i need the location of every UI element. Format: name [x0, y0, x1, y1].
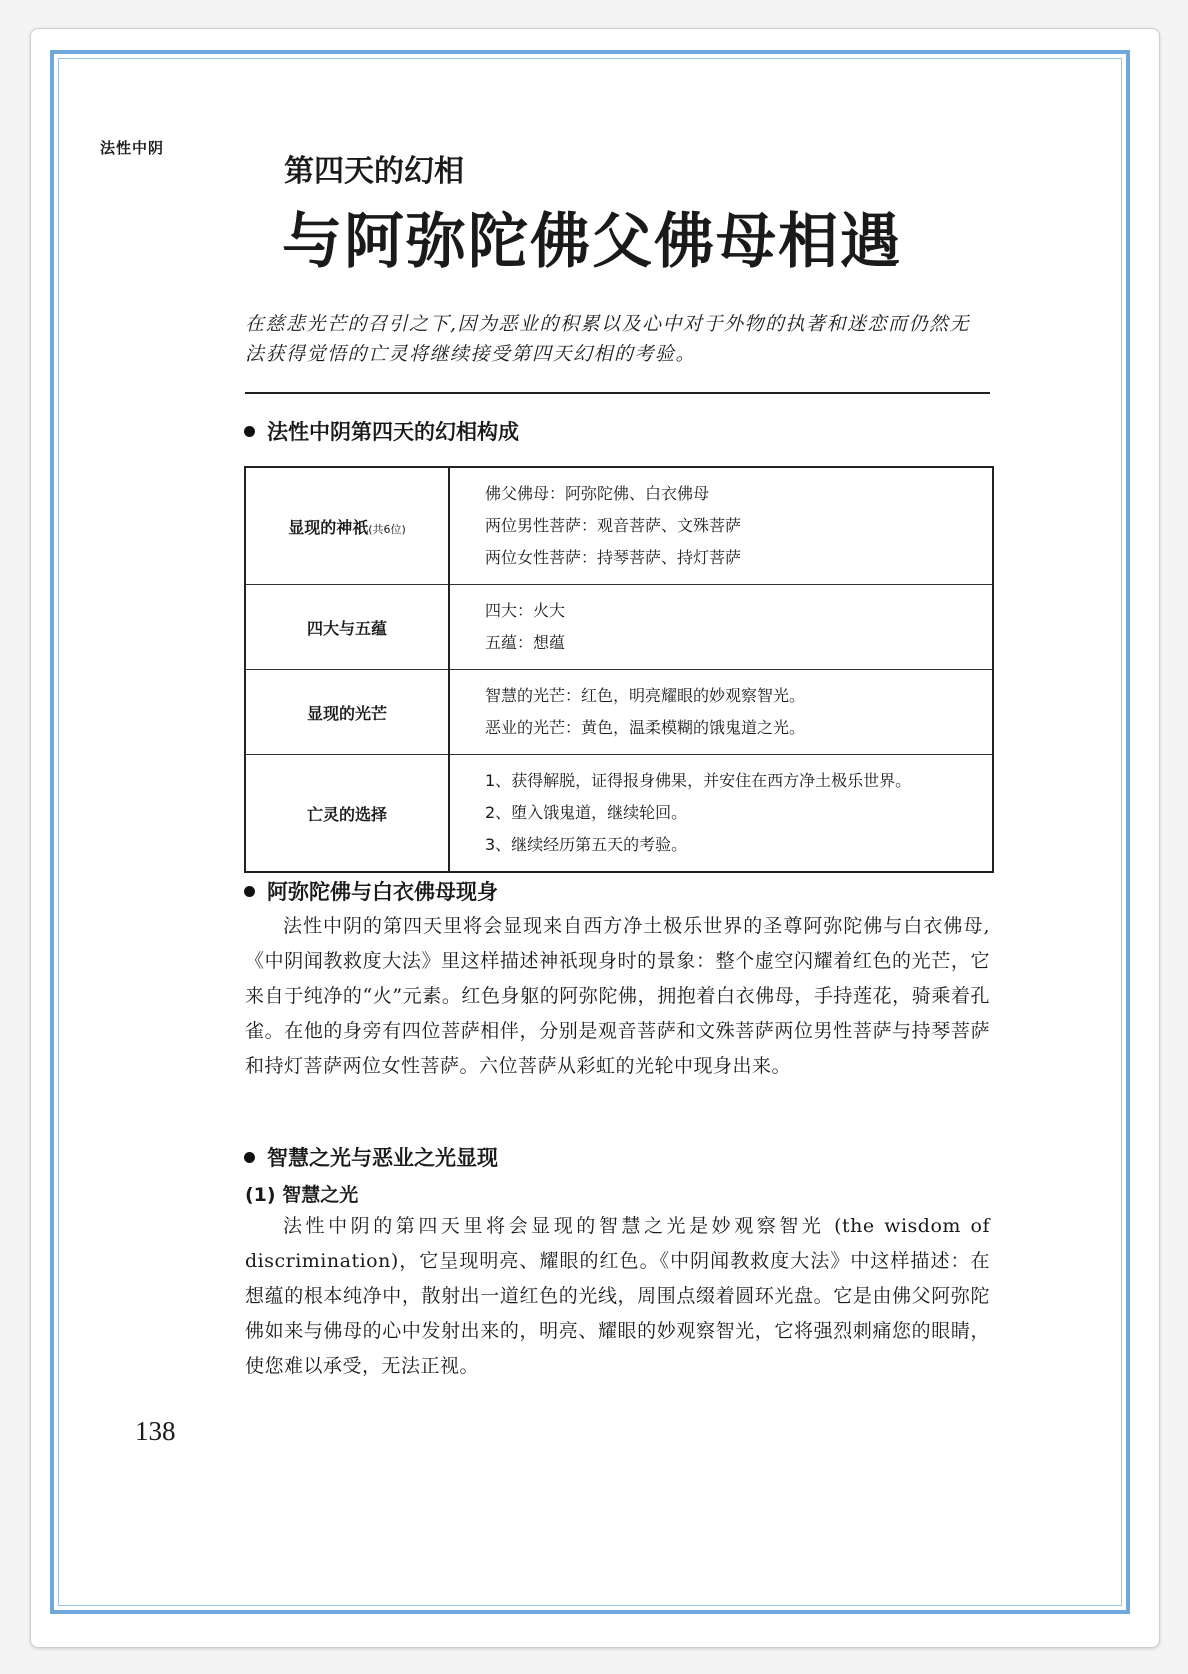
section-heading-text: 法性中阴第四天的幻相构成 [267, 420, 519, 444]
row-line: 智慧的光芒：红色，明亮耀眼的妙观察智光。 [485, 686, 806, 705]
row-line: 佛父佛母：阿弥陀佛、白衣佛母 [485, 484, 710, 503]
row-label [245, 585, 449, 670]
table-row [245, 755, 993, 873]
section-heading-appearance [244, 876, 498, 906]
row-line: 2、堕入饿鬼道，继续轮回。 [485, 803, 688, 822]
row-label-text: 四大与五蕴 [306, 618, 387, 638]
page-frame [50, 50, 1130, 1614]
section-paragraph: 法性中阴的第四天里将会显现的智慧之光是妙观察智光 (the wisdom of discrimination)，它呈现明亮、耀眼的红色。《中阴闻教救度大法》中这样描述：在想蕴的根本纯净中，散射出一道红色的光线，周围点缀着圆环光盘。它是由佛父阿弥陀佛如来与佛母的心中发射出来的，明亮、耀眼的妙观察智光，它将强烈刺痛您的眼睛，使您难以承受，无法正视。 [245, 1215, 990, 1377]
row-line: 两位女性菩萨：持琴菩萨、持灯菩萨 [485, 548, 742, 567]
bullet-icon [244, 1152, 255, 1163]
row-line: 两位男性菩萨：观音菩萨、文殊菩萨 [485, 516, 742, 535]
row-content [449, 585, 993, 670]
row-label [245, 755, 449, 873]
row-content [449, 755, 993, 873]
page-number: 138 [135, 1416, 176, 1446]
row-label [245, 670, 449, 755]
running-head: 法性中阴 [100, 139, 165, 157]
row-label-note: (共6位) [368, 522, 406, 536]
section-heading-text: 阿弥陀佛与白衣佛母现身 [267, 880, 498, 904]
divider [245, 392, 990, 394]
row-label-text: 显现的神祇 [288, 517, 369, 537]
chapter-subtitle: 第四天的幻相 [284, 154, 464, 189]
row-label-text: 亡灵的选择 [306, 804, 387, 824]
row-line: 五蕴：想蕴 [485, 633, 566, 652]
table-row [245, 585, 993, 670]
section-heading-composition [244, 416, 519, 446]
intro-paragraph: 在慈悲光芒的召引之下,因为恶业的积累以及心中对于外物的执著和迷恋而仍然无法获得觉悟的亡灵将继续接受第四天幻相的考验。 [245, 313, 971, 365]
composition-table [244, 466, 994, 873]
row-line: 3、继续经历第五天的考验。 [485, 835, 688, 854]
section-paragraph: 法性中阴的第四天里将会显现来自西方净土极乐世界的圣尊阿弥陀佛与白衣佛母,《中阴闻教救度大法》里这样描述神祇现身时的景象：整个虚空闪耀着红色的光芒，它来自于纯净的“火”元素。红色身躯的阿弥陀佛，拥抱着白衣佛母，手持莲花，骑乘着孔雀。在他的身旁有四位菩萨相伴，分别是观音菩萨和文殊菩萨两位男性菩萨与持琴菩萨和持灯菩萨两位女性菩萨。六位菩萨从彩虹的光轮中现身出来。 [245, 915, 990, 1077]
subheading: (1) 智慧之光 [245, 1184, 359, 1206]
row-line: 1、获得解脱，证得报身佛果，并安住在西方净土极乐世界。 [485, 771, 912, 790]
row-line: 恶业的光芒：黄色，温柔模糊的饿鬼道之光。 [485, 718, 806, 737]
table-row [245, 467, 993, 585]
bullet-icon [244, 886, 255, 897]
row-content [449, 467, 993, 585]
bullet-icon [244, 426, 255, 437]
section-heading-lights [244, 1142, 498, 1172]
row-content [449, 670, 993, 755]
row-label-text: 显现的光芒 [306, 703, 387, 723]
chapter-title: 与阿弥陀佛父佛母相遇 [282, 207, 902, 277]
row-label [245, 467, 449, 585]
row-line: 四大：火大 [485, 601, 566, 620]
section-heading-text: 智慧之光与恶业之光显现 [267, 1146, 498, 1170]
table-row [245, 670, 993, 755]
